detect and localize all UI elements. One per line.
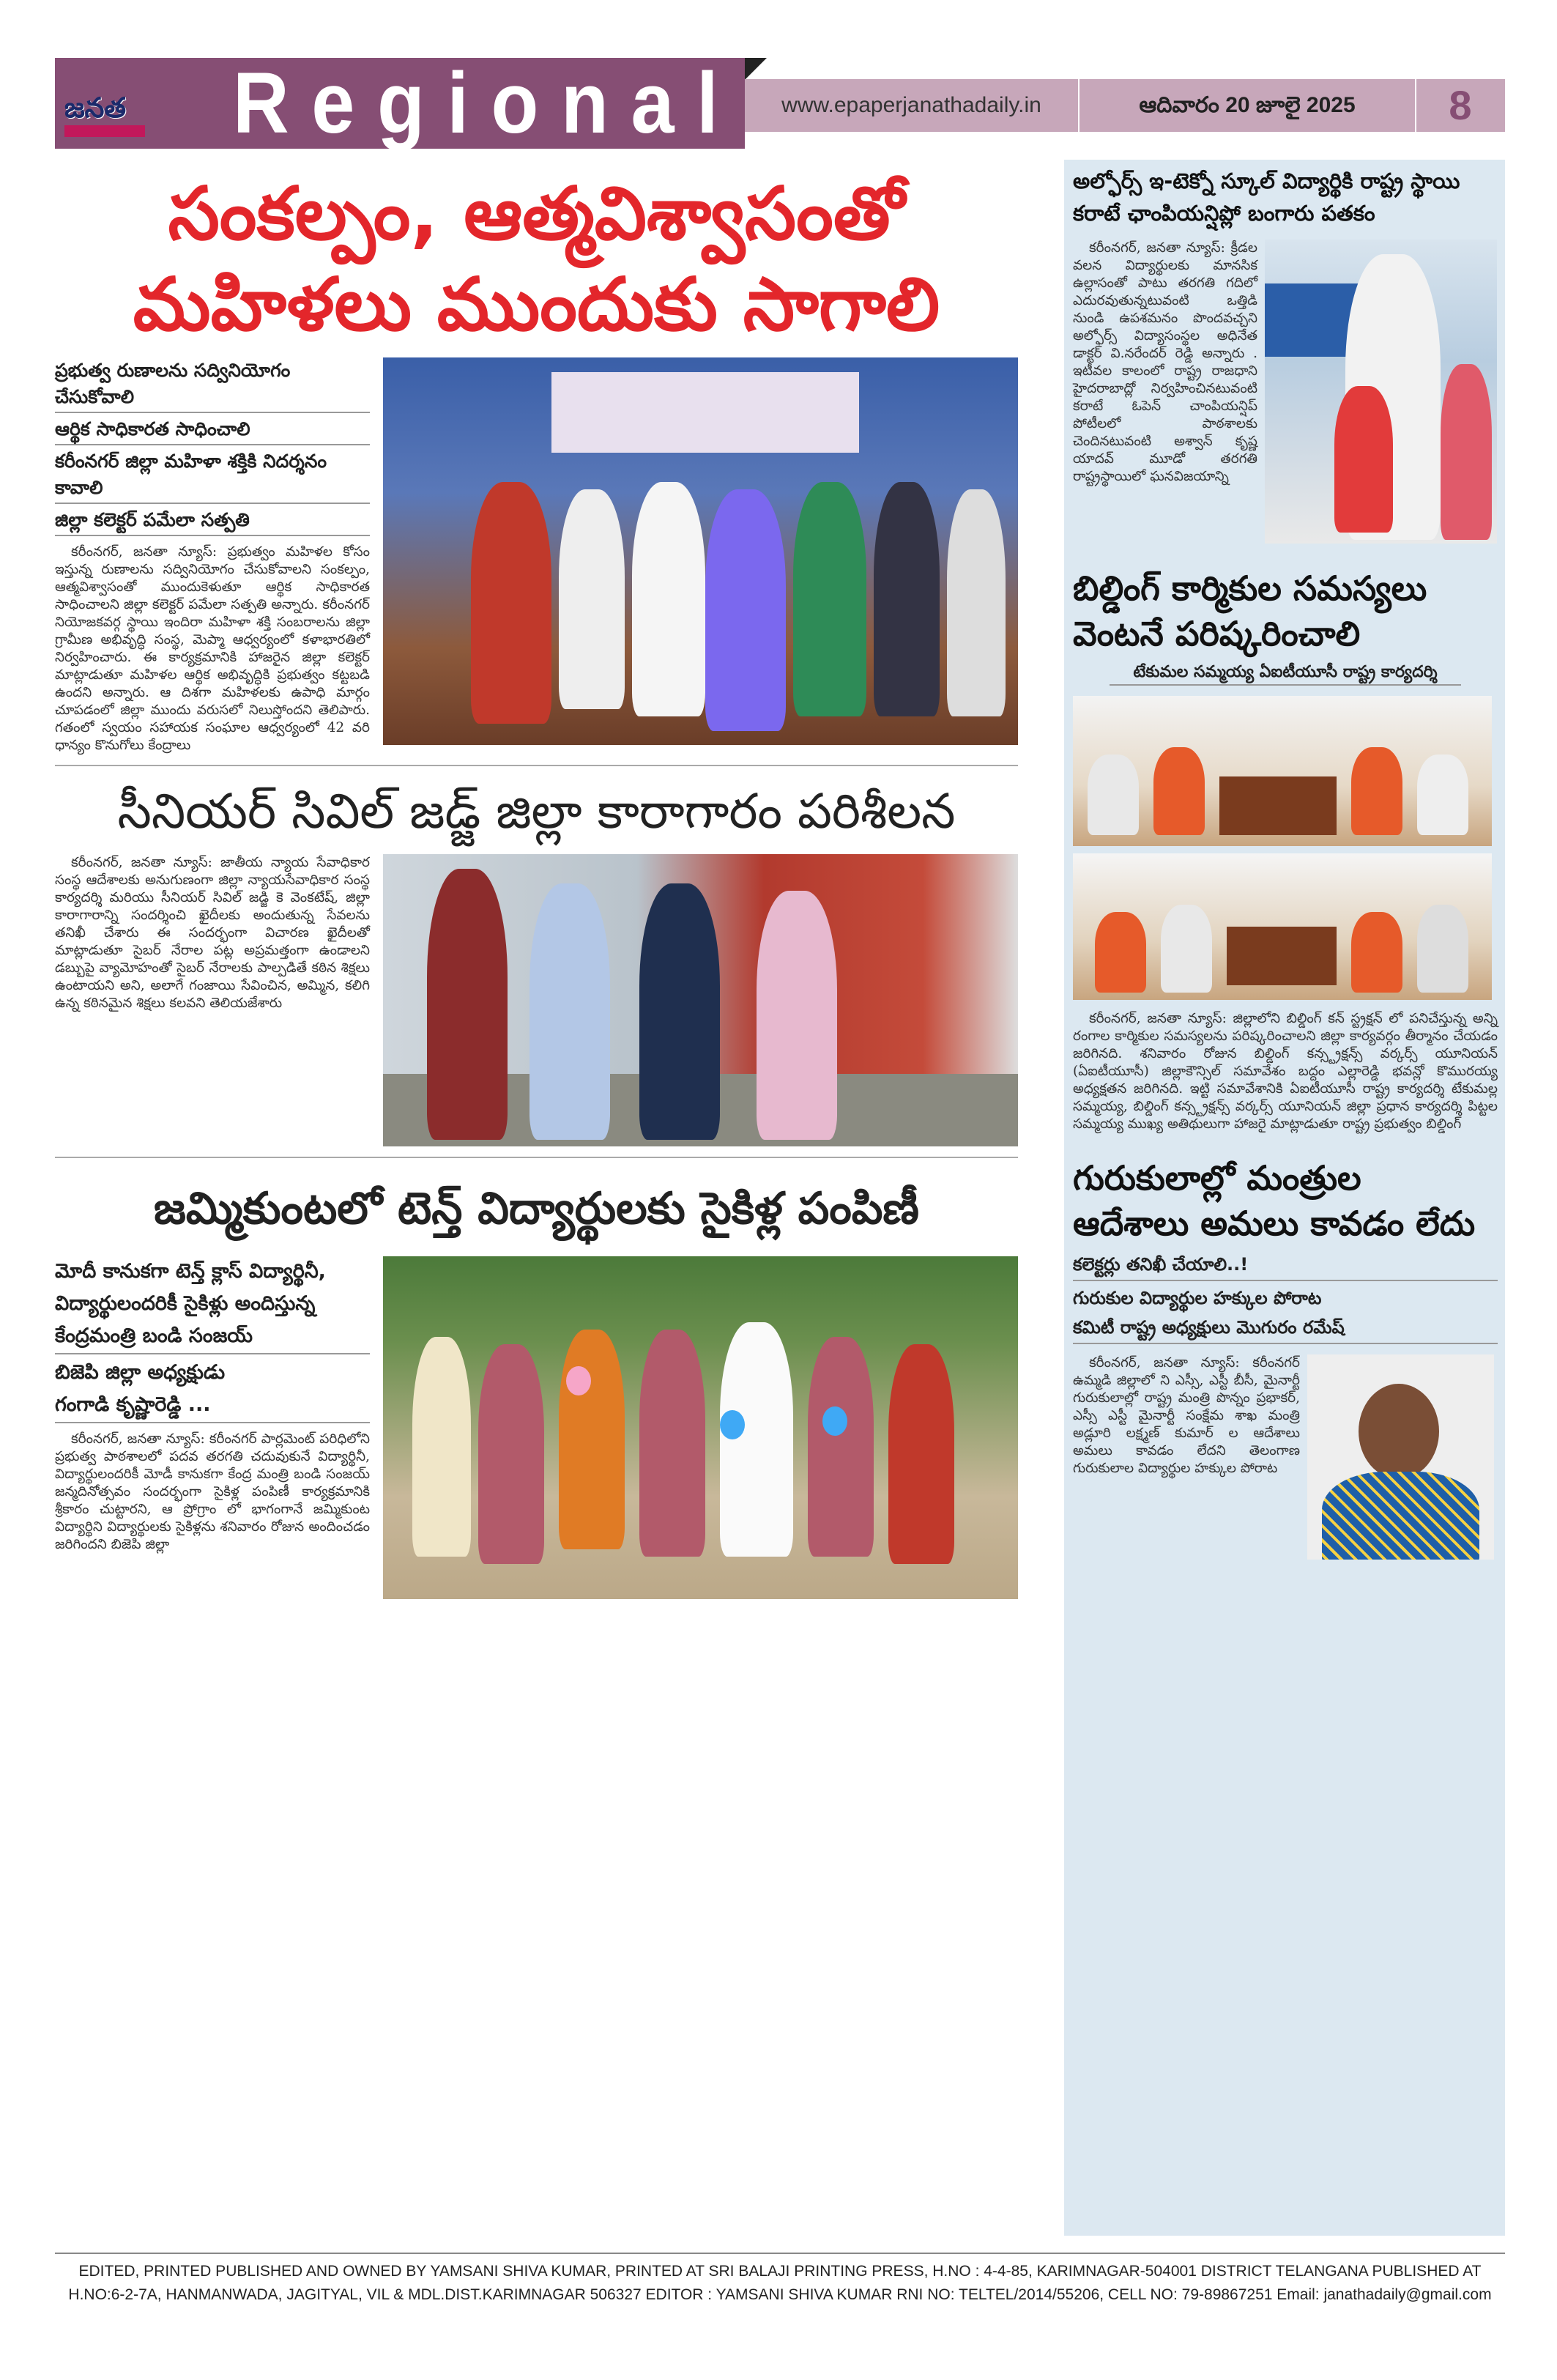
balloon xyxy=(720,1410,745,1439)
event-banner xyxy=(551,372,859,453)
face xyxy=(1359,1384,1439,1479)
footer-divider xyxy=(55,2253,1505,2254)
person-figure xyxy=(1417,905,1468,993)
header-corner-triangle xyxy=(745,58,767,80)
imprint-footer: EDITED, PRINTED PUBLISHED AND OWNED BY YAMSANI SHIVA KUMAR, PRINTED AT SRI BALAJI PRINTING PRESS, H.NO : 4-4-85, KARIMNAGAR-504001 DISTRICT TELANGANA PUBLISHED AT H.NO:6-2-7A, HANMANWADA, JAGITYAL, VIL & MDL.DIST.KARIMNAGAR 506327 EDITOR : YAMSANI SHIVA KUMAR RNI NO: TELTEL/2014/55206, CELL NO: 79-89867251 Email: janathadaily@gmail.com xyxy=(68,2263,1492,2303)
janatha-logo: జనత xyxy=(64,92,145,140)
table xyxy=(1219,776,1337,835)
building-subhead: టేకుమల సమ్మయ్య ఏఐటీయూసీ రాష్ట్ర కార్యదర్శి xyxy=(1110,661,1461,686)
balloon xyxy=(566,1366,591,1395)
person-figure xyxy=(1322,1472,1479,1560)
person-figure xyxy=(559,1330,625,1549)
women-media-column xyxy=(383,357,1018,745)
table xyxy=(1227,927,1337,985)
judge-article xyxy=(55,854,1018,1146)
page-number: 8 xyxy=(1449,82,1472,128)
union-meeting-photo-2 xyxy=(1073,853,1492,1000)
karate-article xyxy=(1073,240,1498,544)
union-meeting-photo-1 xyxy=(1073,696,1492,846)
women-subheads: ప్రభుత్వ రుణాలను సద్వినియోగం చేసుకోవాలి ఆర్థిక సాధికారత సాధించాలి కరీంనగర్ జిల్లా మహిళా శక్తికి నిదర్శనం కావాలి జిల్లా కలెక్టర్ పమేలా సత్పతి xyxy=(55,357,370,536)
person-figure xyxy=(427,869,508,1140)
cycles-article xyxy=(55,1256,1018,1599)
judge-headline: సీనియర్ సివిల్ జడ్జ్ జిల్లా కారాగారం పరిశీలన xyxy=(117,783,956,839)
person-figure xyxy=(412,1337,471,1557)
gurukul-headline: గురుకులాల్లో మంత్రుల ఆదేశాలు అమలు కావడం లేదు xyxy=(1073,1158,1476,1243)
building-article-body: కరీంనగర్, జనతా న్యూస్: జిల్లాలోని బిల్డింగ్ కన్ స్ట్రక్షన్ లో పనిచేస్తున్న అన్ని రంగాల కార్మికుల సమస్యలను పరిష్కరించాలని జిల్లా కార్యవర్గం తీర్మానం చేయడం జరిగినది. శనివారం రోజున బిల్డింగ్ కన్స్ట్రక్షన్స్ వర్కర్స్ యూనియన్ (ఏఐటీయూసీ) జిల్లాకౌన్సిల్ సమావేశం బద్దం ఎల్లారెడ్డి భవన్లో కొమురయ్య అధ్యక్షతన జరిగినది. ఇట్టి సమావేశానికి ఏఐటీయూసీ రాష్ట్ర కార్యదర్శి టేకుమల్ల సమ్మయ్య, బిల్డింగ్ కన్స్ట్రక్షన్స్ వర్కర్స్ యూనియన్ జిల్లా ప్రధాన కార్యదర్శి పిట్టల సమ్మయ్య ముఖ్య అతిథులుగా హాజరై మాట్లాడుతూ రాష్ట్ర ప్రభుత్వం బిల్డింగ్ xyxy=(1073,1011,1498,1132)
person-figure xyxy=(1088,755,1139,835)
cycles-text-column xyxy=(55,1256,370,1554)
person-figure xyxy=(888,1344,954,1564)
main-headline: సంకల్పం, ఆత్మవిశ్వాసంతో మహిళలు ముందుకు సాగాలి xyxy=(133,171,940,347)
cycles-article-body: కరీంనగర్, జనతా న్యూస్: కరీంనగర్ పార్లమెంట్ పరిధిలోని ప్రభుత్వ పాఠశాలలో పదవ తరగతి చదువుకునే విద్యార్థినీ, విద్యార్థులందరికీ మోడీ కానుకగా కేంద్ర మంత్రి బండి సంజయ్ జన్మదినోత్సవం సందర్భంగా సైకిళ్ల పంపిణీ కార్యక్రమానికి శ్రీకారం చుట్టారని, ఆ ప్రోగ్రాం లో భాగంగానే జమ్మికుంట విద్యార్థిని విద్యార్థులకు సైకిళ్లను శనివారం రోజున అందించడం జరిగిందని బిజెపి జిల్లా xyxy=(55,1431,370,1552)
karate-student-photo xyxy=(1265,240,1497,544)
person-figure xyxy=(874,482,940,716)
person-figure xyxy=(1441,364,1492,540)
section-divider xyxy=(55,1157,1018,1158)
header-info-bar xyxy=(745,79,1505,132)
person-figure xyxy=(471,482,551,724)
section-title: Regional xyxy=(233,55,741,152)
gurukul-subheads: కలెక్టర్లు తనిఖీ చేయాలి..! గురుకుల విద్యార్థుల హక్కుల పోరాట కమిటీ రాష్ట్ర అధ్యక్షులు మొగురం రమేష్ xyxy=(1073,1250,1498,1347)
person-figure xyxy=(529,883,610,1140)
person-figure xyxy=(639,883,720,1140)
section-divider xyxy=(55,765,1018,766)
karate-headline: అల్ఫోర్స్ ఇ-టెక్నో స్కూల్ విద్యార్థికి రాష్ట్ర స్థాయి కరాటే ఛాంపియన్షిప్లో బంగారు పతకం xyxy=(1073,168,1460,226)
person-figure xyxy=(1417,755,1468,835)
gurukul-article xyxy=(1073,1354,1498,1560)
person-figure xyxy=(1095,912,1146,993)
cycles-subheads: మోదీ కానుకగా టెన్త్ క్లాస్ విద్యార్థినీ, విద్యార్థులందరికీ సైకిళ్లు అందిస్తున్న కేంద్రమంత్రి బండి సంజయ్ బిజెపి జిల్లా అధ్యక్షుడు గంగాడి కృష్ణారెడ్డి ... xyxy=(55,1256,370,1423)
person-figure xyxy=(478,1344,544,1564)
person-figure xyxy=(1161,905,1212,993)
person-figure xyxy=(947,489,1006,716)
website-url[interactable]: www.epaperjanathadaily.in xyxy=(745,79,1080,132)
cycle-distribution-photo xyxy=(383,1256,1018,1599)
person-figure xyxy=(559,489,625,709)
right-sidebar-content xyxy=(1073,165,1498,1560)
main-news-column xyxy=(55,168,1018,1599)
women-article xyxy=(55,357,1018,755)
cycles-headline: జమ్మికుంటలో టెన్త్ విద్యార్థులకు సైకిళ్ల పంపిణీ xyxy=(154,1183,919,1234)
person-figure xyxy=(720,1322,793,1557)
person-figure xyxy=(1334,386,1393,533)
ramesh-portrait-photo xyxy=(1307,1354,1494,1560)
balloon xyxy=(822,1406,847,1436)
karate-article-body: కరీంనగర్, జనతా న్యూస్: క్రీడల వలన విద్యార్థులకు మానసిక ఉల్లాసంతో పాటు తరగతి గదిలో ఎదురవుతున్నటువంటి ఒత్తిడి నుండి ఉపశమనం పొందవచ్చని అల్ఫోర్స్ విద్యాసంస్థల అధినేత డాక్టర్ వి.నరేందర్ రెడ్డి అన్నారు . ఇటీవల కాలంలో రాష్ట్ర రాజధాని హైదరాబాద్లో నిర్వహించినటువంటి కరాటే ఓపెన్ చాంపియన్షిప్ పోటీలలో పాఠశాలకు చెందినటువంటి అశ్వాన్ కృష్ణ యాదవ్ మూడో తరగతి రాష్ట్రస్థాయిలో ఘనవిజయాన్ని xyxy=(1073,240,1257,484)
person-figure xyxy=(1153,747,1205,835)
person-figure xyxy=(808,1337,874,1557)
women-event-photo xyxy=(383,357,1018,745)
person-figure xyxy=(632,482,705,716)
jail-visit-photo xyxy=(383,854,1018,1146)
person-figure xyxy=(705,489,786,731)
person-figure xyxy=(639,1330,705,1557)
person-figure xyxy=(1351,747,1402,835)
person-figure xyxy=(757,891,837,1140)
building-headline: బిల్డింగ్ కార్మికుల సమస్యలు వెంటనే పరిష్కరించాలి xyxy=(1073,568,1427,653)
women-text-column xyxy=(55,357,370,755)
women-article-body: కరీంనగర్, జనతా న్యూస్: ప్రభుత్వం మహిళల కోసం ఇస్తున్న రుణాలను సద్వినియోగం చేసుకోవాలని సంకల్పం, ఆత్మవిశ్వాసంతో ముందుకెళుతూ ఆర్థిక సాధికారత సాధించాలని జిల్లా కలెక్టర్ పమేలా సత్పతి అన్నారు. కరీంనగర్ నియోజకవర్గ స్థాయి ఇందిరా మహిళా శక్తి సంబరాలను జిల్లా గ్రామీణ అభివృద్ధి సంస్థ, మెప్మా ఆధ్వర్యంలో కళాభారతిలో నిర్వహించారు. ఈ కార్యక్రమానికి హాజరైన జిల్లా కలెక్టర్ మాట్లాడుతూ మహిళల ఆర్థిక అభివృద్ధికి ప్రభుత్వం కట్టబడి ఉందని అన్నారు. ఆ దిశగా మహిళలకు ఉపాధి మార్గం చూపడంలో జిల్లా ముందు వరుసలో నిలుస్తోందని తెలిపారు. గతంలో స్వయం సహాయక సంఘాల ఆధ్వర్యంలో 42 వరి ధాన్యం కొనుగోలు కేంద్రాలు xyxy=(55,544,370,753)
person-figure xyxy=(1351,912,1402,993)
issue-date: ఆదివారం 20 జూలై 2025 xyxy=(1080,79,1416,132)
logo-tagline-band xyxy=(64,125,145,137)
judge-article-body: కరీంనగర్, జనతా న్యూస్: జాతీయ న్యాయ సేవాధికార సంస్థ ఆదేశాలకు అనుగుణంగా జిల్లా న్యాయసేవాధికార సంస్థ కార్యదర్శి మరియు సీనియర్ సివిల్ జడ్జి కె వెంకటేష్, జిల్లా కారాగారాన్ని సందర్శించి ఖైదీలకు అందుతున్న సేవలను తనిఖీ చేశారు ఈ సందర్భంగా విచారణ ఖైదీలతో మాట్లాడుతూ సైబర్ నేరాల పట్ల అప్రమత్తంగా ఉండాలని డబ్బుపై వ్యామోహంతో సైబర్ నేరాలకు పాల్పడితే కఠిన శిక్షలు ఉంటాయని అని, అలాగే గంజాయి సేవించిన, అమ్మిన, కలిగి ఉన్న కఠినమైన శిక్షలు కలవని తెలియజేశారు xyxy=(55,855,370,1011)
person-figure xyxy=(793,482,866,716)
gurukul-article-body: కరీంనగర్, జనతా న్యూస్: కరీంనగర్ ఉమ్మడి జిల్లాలో ని ఎస్సీ, ఎస్టీ బీసీ, మైనార్టీ గురుకులాల్లో రాష్ట్ర మంత్రి పొన్నం ప్రభాకర్, ఎస్సీ ఎస్టీ మైనార్టీ సంక్షేమ శాఖ మంత్రి అడ్లూరి లక్ష్మణ్ కుమార్ ల ఆదేశాలు అమలు కావడం లేదని తెలంగాణ గురుకులాల విద్యార్థుల హక్కుల పోరాట xyxy=(1073,1355,1300,1476)
